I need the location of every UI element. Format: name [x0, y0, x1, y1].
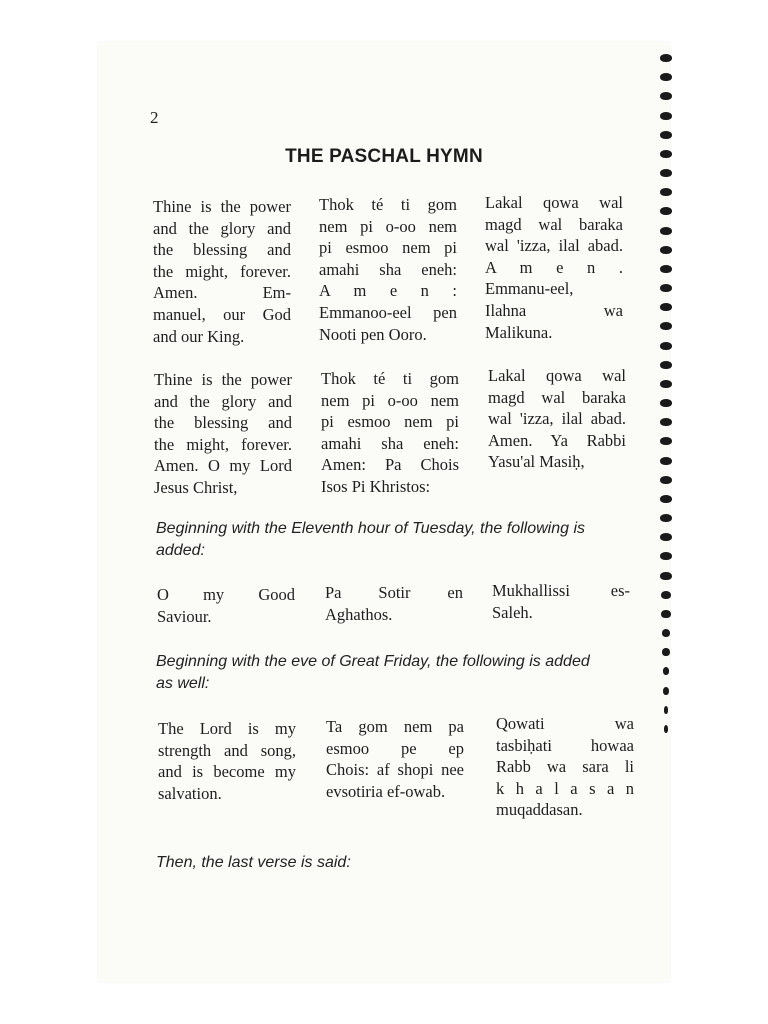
- verse-line: amahi sha eneh:: [319, 259, 457, 279]
- verse-line: evsotiria ef-owab.: [326, 781, 446, 801]
- spiral-ring: [660, 437, 672, 445]
- verse-line: the might, forever.: [153, 261, 291, 281]
- spiral-ring: [660, 361, 672, 369]
- spiral-ring: [660, 342, 672, 350]
- spiral-ring: [660, 265, 672, 273]
- verse-1-coptic: [319, 194, 457, 345]
- verse-line: the blessing and: [153, 240, 291, 260]
- spiral-ring: [660, 112, 672, 120]
- verse-line: Ta gom nem pa: [326, 717, 464, 736]
- verse-line: Isos Pi Khristos:: [321, 476, 431, 496]
- spiral-ring: [660, 552, 672, 560]
- verse-line: Saviour.: [157, 606, 212, 626]
- spiral-ring: [660, 73, 672, 81]
- verse-line: Thine is the power: [154, 370, 292, 389]
- verse-line: pi esmoo nem pi: [321, 412, 459, 432]
- verse-line: Ilahna wa: [485, 300, 623, 320]
- rubric-last-verse: [156, 852, 636, 874]
- verse-line: wal 'izza, ilal abad.: [488, 409, 626, 429]
- spiral-ring: [660, 399, 672, 407]
- verse-line: pi esmoo nem pi: [319, 238, 457, 258]
- spiral-ring: [660, 92, 672, 100]
- verse-line: Emmanu-eel,: [485, 279, 574, 299]
- verse-line: A m e n :: [319, 281, 457, 301]
- rubric-eleventh-hour: [156, 518, 636, 562]
- verse-line: amahi sha eneh:: [321, 433, 459, 453]
- verse-line: and the glory and: [153, 218, 291, 238]
- page-number: 2: [150, 108, 159, 127]
- spiral-ring: [660, 514, 672, 522]
- verse-line: nem pi o-oo nem: [319, 216, 457, 236]
- verse-line: Rabb wa sara li: [496, 757, 634, 777]
- verse-line: Chois: af shopi nee: [326, 760, 464, 780]
- spiral-ring: [660, 131, 672, 139]
- verse-3-coptic: [325, 582, 463, 625]
- verse-line: and the glory and: [154, 391, 292, 411]
- rubric-great-friday: [156, 651, 636, 695]
- verse-3-arabic: [492, 580, 630, 623]
- verse-line: Thok té ti gom: [319, 195, 457, 214]
- spiral-ring: [660, 495, 672, 503]
- page-title: THE PASCHAL HYMN: [285, 146, 483, 167]
- verse-line: Lakal qowa wal: [485, 193, 623, 212]
- verse-line: The Lord is my: [158, 719, 296, 738]
- spiral-ring: [664, 725, 668, 733]
- spiral-ring: [660, 54, 672, 62]
- spiral-ring: [660, 169, 672, 177]
- verse-4-coptic: [326, 716, 464, 802]
- rubric-line: Beginning with the Eleventh hour of Tuesday, the following is: [156, 520, 585, 537]
- verse-line: wal 'izza, ilal abad.: [485, 236, 623, 256]
- verse-4-english: [158, 718, 296, 804]
- verse-line: and our King.: [153, 326, 245, 346]
- spiral-ring: [660, 380, 672, 388]
- verse-line: O my Good: [157, 585, 295, 604]
- verse-line: esmoo pe ep: [326, 738, 464, 758]
- verse-1-arabic: [485, 192, 623, 343]
- spiral-ring: [662, 648, 670, 656]
- spiral-ring: [660, 284, 672, 292]
- spiral-ring: [660, 533, 672, 541]
- spiral-ring: [660, 418, 672, 426]
- verse-1-english: [153, 196, 291, 347]
- verse-2-arabic: [488, 365, 626, 473]
- verse-line: Pa Sotir en: [325, 583, 463, 602]
- spiral-ring: [660, 303, 672, 311]
- spiral-ring: [660, 572, 671, 580]
- spiral-ring: [660, 207, 672, 215]
- verse-2-english: [154, 369, 292, 499]
- verse-line: Amen. O my Lord: [154, 456, 292, 476]
- verse-line: the blessing and: [154, 413, 292, 433]
- rubric-line: Then, the last verse is said:: [156, 854, 351, 871]
- verse-line: Jesus Christ,: [154, 477, 238, 497]
- verse-line: strength and song,: [158, 740, 296, 760]
- spiral-ring: [661, 591, 671, 599]
- verse-line: Mukhallissi es-: [492, 581, 630, 600]
- rubric-line: added:: [156, 542, 205, 559]
- spiral-ring: [660, 246, 672, 254]
- verse-line: Saleh.: [492, 602, 533, 622]
- spiral-ring: [664, 706, 669, 714]
- verse-line: Amen: Pa Chois: [321, 455, 459, 475]
- spiral-ring: [663, 687, 669, 695]
- book-page: [98, 42, 670, 982]
- verse-line: Nooti pen Ooro.: [319, 324, 427, 344]
- verse-line: and is become my: [158, 762, 296, 782]
- spiral-ring: [660, 476, 672, 484]
- verse-line: k h a l a s a n: [496, 778, 634, 798]
- verse-line: Yasu'al Masiḥ,: [488, 452, 585, 472]
- spiral-ring: [661, 610, 670, 618]
- verse-line: Aghathos.: [325, 604, 393, 624]
- rubric-line: Beginning with the eve of Great Friday, the following is added: [156, 653, 590, 670]
- verse-line: Qowati wa: [496, 714, 634, 733]
- spiral-ring: [660, 457, 672, 465]
- spiral-ring: [663, 667, 670, 675]
- verse-line: salvation.: [158, 783, 222, 803]
- verse-line: tasbiḥati howaa: [496, 735, 634, 755]
- verse-4-arabic: [496, 713, 634, 821]
- spiral-ring: [660, 188, 672, 196]
- verse-line: magd wal baraka: [485, 214, 623, 234]
- verse-line: the might, forever.: [154, 434, 292, 454]
- verse-line: Malikuna.: [485, 322, 553, 342]
- verse-line: Thok té ti gom: [321, 369, 459, 388]
- verse-line: Thine is the power: [153, 197, 291, 216]
- verse-2-coptic: [321, 368, 459, 498]
- verse-line: Emmanoo-eel pen: [319, 302, 457, 322]
- verse-line: magd wal baraka: [488, 387, 626, 407]
- spiral-ring: [660, 322, 672, 330]
- spiral-ring: [662, 629, 670, 637]
- verse-line: muqaddasan.: [496, 800, 583, 820]
- verse-line: Amen. Ya Rabbi: [488, 430, 626, 450]
- verse-line: manuel, our God: [153, 304, 291, 324]
- verse-line: Lakal qowa wal: [488, 366, 626, 385]
- spiral-ring: [660, 227, 672, 235]
- rubric-line: as well:: [156, 675, 210, 692]
- verse-line: Amen. Em-: [153, 283, 291, 303]
- verse-line: nem pi o-oo nem: [321, 390, 459, 410]
- verse-line: A m e n .: [485, 257, 623, 277]
- verse-3-english: [157, 584, 295, 627]
